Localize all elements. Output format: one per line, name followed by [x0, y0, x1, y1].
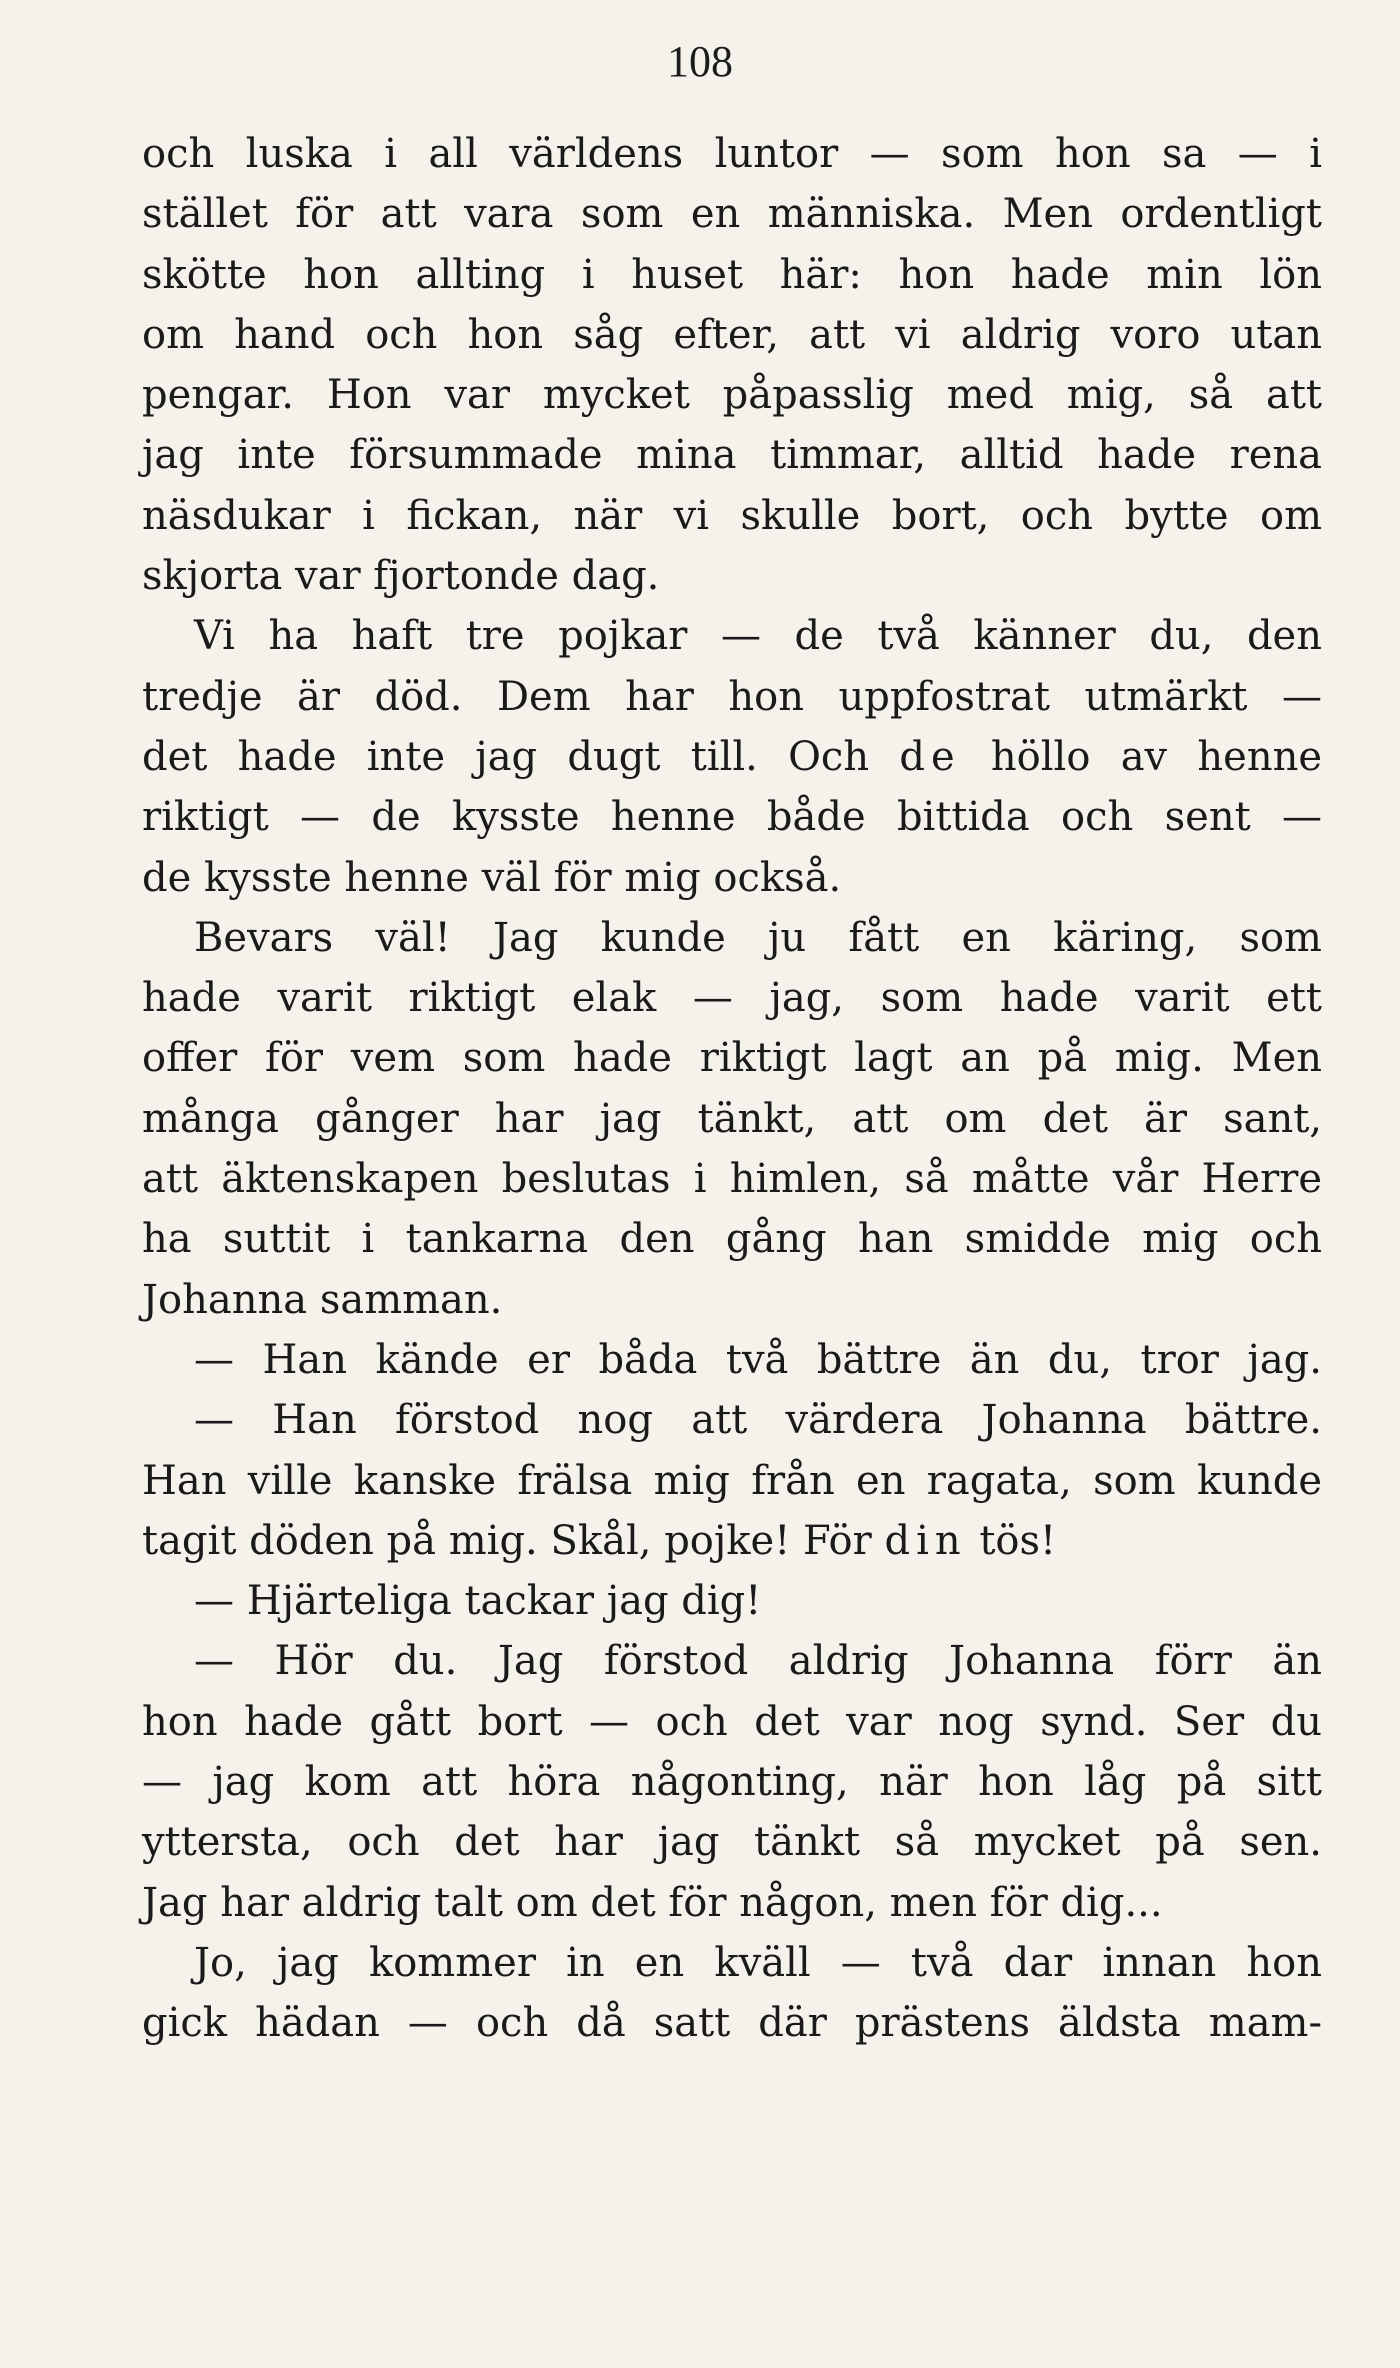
text-line: ha suttit i tankarna den gång han smidde mig och: [142, 1216, 1322, 1263]
text-line: skjorta var fjortonde dag.: [142, 553, 660, 600]
text-line: pengar. Hon var mycket påpasslig med mig, så att: [142, 372, 1322, 419]
line-segment: tagit döden på mig. Skål, pojke! För: [142, 1517, 872, 1564]
text-line: hade varit riktigt elak — jag, som hade varit ett: [142, 975, 1322, 1022]
text-line: Jag har aldrig talt om det för någon, men för dig...: [142, 1879, 1163, 1926]
text-line: Bevars väl! Jag kunde ju fått en käring, som: [194, 914, 1322, 961]
text-line: [142, 727, 1322, 787]
text-line: tredje är död. Dem har hon uppfostrat utmärkt —: [142, 673, 1322, 720]
text-line: — Han förstod nog att värdera Johanna bättre.: [194, 1397, 1322, 1444]
page-number: 108: [667, 37, 733, 86]
text-line: riktigt — de kysste henne både bittida och sent —: [142, 794, 1322, 841]
text-line: Han ville kanske frälsa mig från en ragata, som kunde: [142, 1457, 1322, 1504]
text-line: jag inte försummade mina timmar, alltid hade rena: [142, 432, 1322, 479]
line-segment: höllo av henne: [990, 733, 1323, 780]
text-line: att äktenskapen beslutas i himlen, så måtte vår Herre: [142, 1156, 1322, 1203]
line-segment: det hade inte jag dugt till. Och: [142, 733, 870, 780]
text-line: — Hjärteliga tackar jag dig!: [194, 1578, 762, 1625]
emphasized-word: din: [884, 1517, 967, 1564]
text-line: [142, 1511, 1322, 1571]
text-line: — Hör du. Jag förstod aldrig Johanna förr än: [194, 1638, 1322, 1685]
text-line: — Han kände er båda två bättre än du, tror jag.: [194, 1336, 1322, 1383]
line-segment: tös!: [979, 1517, 1057, 1564]
text-line: offer för vem som hade riktigt lagt an på mig. Men: [142, 1035, 1322, 1082]
text-line: om hand och hon såg efter, att vi aldrig voro utan: [142, 311, 1322, 358]
text-line: och luska i all världens luntor — som hon sa — i: [142, 131, 1322, 177]
text-line: näsdukar i fickan, när vi skulle bort, och bytte om: [142, 492, 1322, 539]
body-text: [142, 124, 1322, 2054]
text-line: stället för att vara som en människa. Men ordentligt: [142, 191, 1322, 238]
text-line: hon hade gått bort — och det var nog synd. Ser du: [142, 1698, 1322, 1745]
text-line: yttersta, och det har jag tänkt så mycket på sen.: [142, 1819, 1322, 1866]
text-line: — jag kom att höra någonting, när hon låg på sitt: [142, 1759, 1322, 1806]
text-line: de kysste henne väl för mig också.: [142, 854, 842, 901]
text-line: många gånger har jag tänkt, att om det är sant,: [142, 1095, 1322, 1142]
emphasized-word: de: [899, 733, 961, 780]
text-line: Johanna samman.: [142, 1276, 503, 1323]
text-line: Jo, jag kommer in en kväll — två dar innan hon: [194, 1939, 1322, 1986]
text-line: Vi ha haft tre pojkar — de två känner du, den: [194, 613, 1322, 660]
text-line: gick hädan — och då satt där prästens äldsta mam-: [142, 2000, 1322, 2047]
text-line: skötte hon allting i huset här: hon hade min lön: [142, 251, 1322, 298]
